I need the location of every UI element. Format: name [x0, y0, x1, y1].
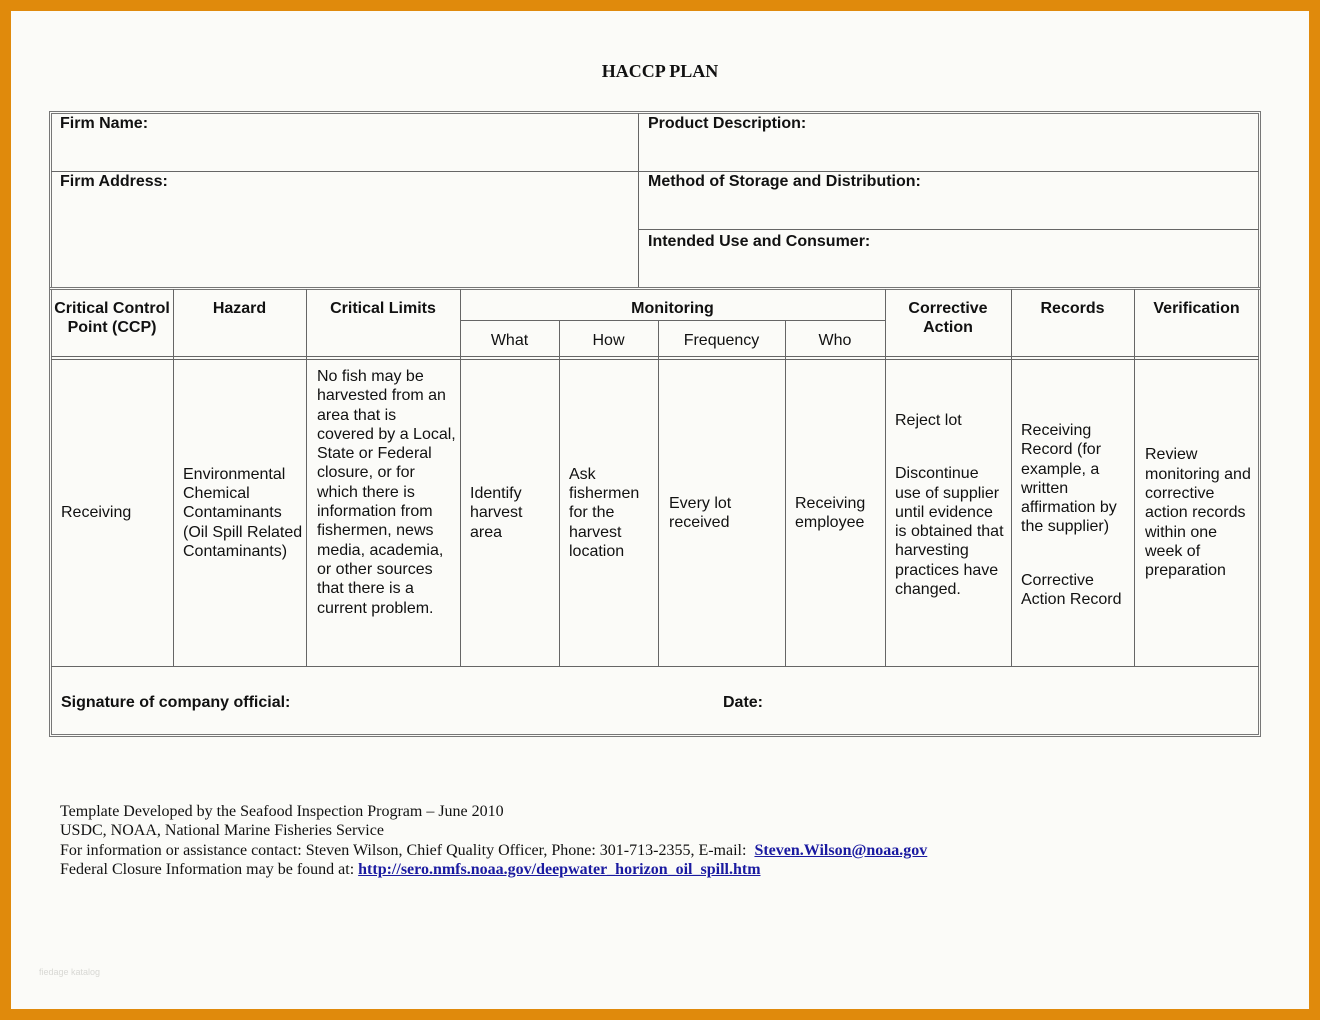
cell-verification: Review monitoring and corrective action records within one week of preparation [1145, 446, 1251, 580]
cell-who: Receiving employee [795, 494, 866, 531]
signature-label: Signature of company official: [61, 694, 291, 711]
cell-hazard: Environmental Chemical Contaminants (Oil Spill Related Contaminants) [183, 465, 303, 560]
records-corrective: Corrective Action Record [1021, 571, 1122, 609]
header-ccp: Critical Control Point (CCP) [54, 300, 170, 336]
footer-line-2: USDC, NOAA, National Marine Fisheries Service [60, 822, 384, 840]
header-frequency: Frequency [683, 332, 760, 349]
header-verification: Verification [1153, 300, 1240, 317]
firm-address-label: Firm Address: [60, 173, 168, 190]
cell-records [1021, 421, 1131, 609]
header-critical-limits: Critical Limits [330, 300, 436, 317]
email-link[interactable]: Steven.Wilson@noaa.gov [754, 841, 928, 859]
date-label: Date: [723, 694, 764, 711]
page-title: HACCP PLAN [601, 61, 719, 81]
cell-frequency: Every lot received [669, 494, 732, 531]
document-page [11, 11, 1309, 1009]
cell-critical-limits: No fish may be harvested from an area that is covered by a Local, State or Federal closure, or for which there is information from fishermen, news media, academia, or other sources that there is a current problem. [317, 368, 456, 617]
cell-what: Identify harvest area [470, 485, 523, 541]
cell-how: Ask fishermen for the harvest location [569, 465, 640, 560]
header-corrective-action: Corrective Action [908, 300, 988, 336]
footer-notes [60, 802, 927, 879]
footer-line-4: Federal Closure Information may be found at: http://sero.nmfs.noaa.gov/deepwater_horizon_oil_spill.htm [60, 860, 761, 878]
corrective-discontinue: Discontinue use of supplier until evidence is obtained that harvesting practices have changed. [895, 465, 1004, 599]
header-what: What [490, 332, 529, 349]
cell-ccp: Receiving [61, 504, 132, 522]
header-who: Who [818, 332, 852, 349]
info-block [49, 111, 1261, 290]
header-records: Records [1040, 300, 1105, 317]
header-monitoring: Monitoring [631, 300, 714, 317]
header-how: How [592, 332, 625, 349]
corrective-reject: Reject lot [895, 412, 962, 429]
cell-corrective-action [895, 411, 1007, 599]
intended-use-label: Intended Use and Consumer: [648, 233, 871, 250]
closure-info-link[interactable]: http://sero.nmfs.noaa.gov/deepwater_horizon_oil_spill.htm [358, 860, 761, 878]
footer-line-1: Template Developed by the Seafood Inspection Program – June 2010 [60, 803, 504, 820]
firm-name-label: Firm Name: [60, 115, 149, 132]
watermark-text: fiedage katalog [39, 967, 101, 977]
product-description-label: Product Description: [648, 115, 807, 132]
records-receiving: Receiving Record (for example, a written affirmation by the supplier) [1021, 422, 1117, 536]
footer-line-3: For information or assistance contact: Steven Wilson, Chief Quality Officer, Phone: 301-713-2355, E-mail: Steven.Wilson@noaa.gov [60, 841, 928, 859]
storage-distribution-label: Method of Storage and Distribution: [648, 173, 921, 190]
header-hazard: Hazard [212, 300, 267, 317]
